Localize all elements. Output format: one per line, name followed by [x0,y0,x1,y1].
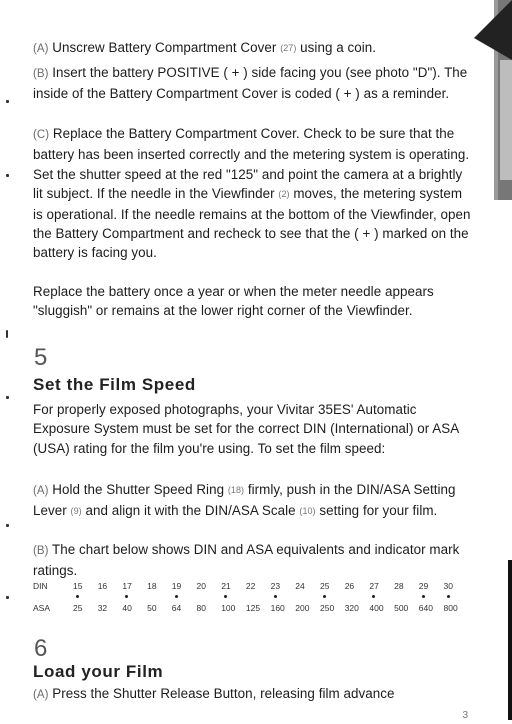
callout-number-icon: (10) [299,506,316,517]
scan-edge-bar [508,560,512,720]
indicator-mark [125,595,128,598]
din-row [33,581,463,593]
callout-number-icon: (27) [280,43,297,53]
section-number: 5 [34,344,48,371]
margin-speck [6,174,9,177]
asa-value: 40 [122,603,132,613]
din-value: 27 [369,581,379,591]
asa-value: 640 [418,603,433,613]
paragraph-insert-battery [33,63,473,104]
callout-number-icon: (18) [227,485,245,495]
indicator-mark [274,595,277,598]
paragraph-text: using a coin. [296,40,377,55]
paragraph-text: and align it with the DIN/ASA Scale [81,503,300,519]
margin-speck [6,524,9,527]
paragraph-film-speed-intro: For properly exposed photographs, your Vivitar 35ES' Automatic Exposure System must be set for the correct DIN (International) or ASA (USA) rating for the film you're using. To set the film speed: [33,402,459,456]
indicator-mark [447,595,450,598]
paragraph-text: Press the Shutter Release Button, releasing film advance [48,686,395,701]
din-value: 17 [122,581,132,591]
asa-value: 160 [270,603,285,613]
indicator-mark [175,595,178,598]
margin-speck [6,396,9,399]
din-value: 26 [344,581,355,591]
page-number: 3 [462,710,468,721]
din-value: 21 [221,581,231,591]
asa-value: 250 [320,603,335,613]
asa-value: 64 [171,603,182,613]
din-value: 19 [171,581,182,591]
step-marker: (C) [33,129,50,141]
asa-value: 25 [73,603,83,613]
asa-value: 500 [394,603,409,613]
asa-label: ASA [33,603,51,613]
paragraph-text: Insert the battery POSITIVE ( + ) side facing you (see photo "D"). The inside of the Battery Compartment Cover is coded ( + ) as a reminder. [33,65,468,102]
paragraph-text: moves, the metering system is operational. If the needle remains at the bottom of the Viewfinder, open the Battery Compartment and recheck to see that the ( + ) marked on the battery is facing you. [33,186,471,261]
section-title: Set the Film Speed [33,375,196,394]
section-title: Load your Film [33,662,164,681]
asa-value: 80 [196,603,206,613]
din-value: 25 [320,581,330,591]
paragraph-hold-ring [33,480,473,522]
asa-value: 100 [221,603,236,613]
indicator-marks-row [33,595,463,601]
din-value: 29 [418,581,429,591]
step-marker: (B) [33,68,49,80]
din-value: 15 [73,581,83,591]
callout-number-icon: (2) [278,189,290,200]
step-marker: (B) [33,545,49,557]
section-number: 6 [34,635,48,662]
asa-value: 200 [295,603,310,613]
step-marker: (A) [33,689,49,701]
indicator-mark [372,595,375,598]
din-value: 28 [394,581,404,591]
indicator-mark [422,595,425,598]
asa-row [33,603,463,615]
asa-value: 50 [147,603,157,613]
margin-speck [6,596,9,599]
margin-speck [6,330,8,338]
paragraph-text: Hold the Shutter Speed Ring [48,482,228,497]
asa-value: 800 [443,603,458,613]
paragraph-text: The chart below shows DIN and ASA equivalents and indicator mark ratings. [33,542,460,579]
paragraph-replace-cover [33,124,473,263]
din-value: 18 [147,581,157,591]
indicator-mark [76,595,79,598]
callout-number-icon: (9) [70,506,82,517]
paragraph-press-shutter [33,684,473,705]
din-value: 23 [270,581,281,591]
indicator-mark [323,595,326,598]
paragraph-text: firmly, push in the DIN/ASA Setting Lever [33,482,456,519]
paragraph-text: setting for your film. [315,503,438,519]
din-label: DIN [33,581,48,591]
din-value: 30 [443,581,453,591]
din-value: 16 [97,581,108,591]
paragraph-text: Replace the Battery Compartment Cover. Check to be sure that the battery has been inserted correctly and the metering system is operating. Set the shutter speed at the red "125" and point the camera at a brightly lit subject. If the needle in the Viewfinder [33,126,470,202]
asa-value: 125 [245,603,261,613]
din-value: 20 [196,581,206,591]
step-marker: (A) [33,43,49,55]
indicator-mark [224,595,227,598]
step-marker: (A) [33,485,49,497]
paragraph-chart-note [33,540,473,581]
asa-value: 32 [97,603,108,613]
asa-value: 320 [344,603,359,613]
din-value: 24 [295,581,305,591]
margin-speck [6,100,9,103]
paragraph-text: Unscrew Battery Compartment Cover [48,40,281,55]
din-value: 22 [245,581,256,591]
paragraph-unscrew [33,38,473,59]
scan-edge-artifact [474,0,512,200]
asa-value: 400 [369,603,384,613]
paragraph-replace-battery: Replace the battery once a year or when the meter needle appears "sluggish" or remains at the lower right corner of the Viewfinder. [33,284,434,319]
